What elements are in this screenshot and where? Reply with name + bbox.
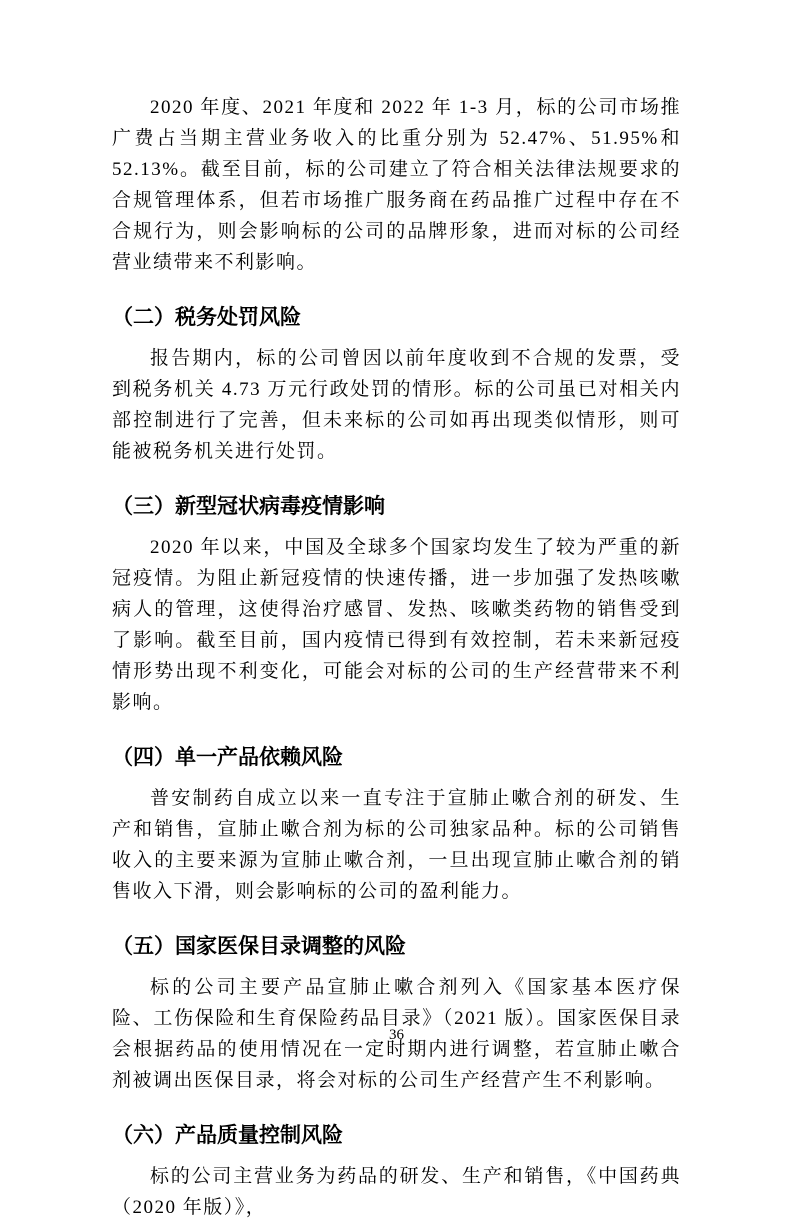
document-content <box>112 92 681 1223</box>
paragraph-product-quality-control-risk: 标的公司主营业务为药品的研发、生产和销售，《中国药典（2020 年版）》， <box>112 1166 681 1218</box>
paragraph-tax-penalty-risk: 报告期内，标的公司曾因以前年度收到不合规的发票，受到税务机关 4.73 万元行政处罚的情形。标的公司虽已对相关内部控制进行了完善，但未来标的公司如再出现类似情形，则可能被税务机关进行处罚。 <box>112 348 681 462</box>
paragraph-covid-impact: 2020 年以来，中国及全球多个国家均发生了较为严重的新冠疫情。为阻止新冠疫情的快速传播，进一步加强了发热咳嗽病人的管理，这使得治疗感冒、发热、咳嗽类药物的销售受到了影响。截至目前，国内疫情已得到有效控制，若未来新冠疫情形势出现不利变化，可能会对标的公司的生产经营带来不利影响。 <box>112 537 681 713</box>
heading-product-quality-control-risk: （六）产品质量控制风险 <box>112 1124 343 1147</box>
heading-tax-penalty-risk: （二）税务处罚风险 <box>112 306 301 329</box>
paragraph-market-promotion-fee: 2020 年度、2021 年度和 2022 年 1-3 月，标的公司市场推广费占当期主营业务收入的比重分别为 52.47%、51.95%和 52.13%。截至目前，标的公司建立了符合相关法律法规要求的合规管理体系，但若市场推广服务商在药品推广过程中存在不合规行为，则会影响标的公司的品牌形象，进而对标的公司经营业绩带来不利影响。 <box>112 97 681 273</box>
page-number: 36 <box>389 1027 404 1043</box>
heading-single-product-dependence-risk: （四）单一产品依赖风险 <box>112 746 343 769</box>
paragraph-medical-insurance-catalog-risk: 标的公司主要产品宣肺止嗽合剂列入《国家基本医疗保险、工伤保险和生育保险药品目录》（2021 版）。国家医保目录会根据药品的使用情况在一定时期内进行调整，若宣肺止嗽合剂被调出医保目录，将会对标的公司生产经营产生不利影响。 <box>112 977 681 1091</box>
paragraph-single-product-dependence-risk: 普安制药自成立以来一直专注于宣肺止嗽合剂的研发、生产和销售，宣肺止嗽合剂为标的公司独家品种。标的公司销售收入的主要来源为宣肺止嗽合剂，一旦出现宣肺止嗽合剂的销售收入下滑，则会影响标的公司的盈利能力。 <box>112 788 681 902</box>
heading-covid-impact: （三）新型冠状病毒疫情影响 <box>112 495 385 518</box>
heading-medical-insurance-catalog-risk: （五）国家医保目录调整的风险 <box>112 935 406 958</box>
